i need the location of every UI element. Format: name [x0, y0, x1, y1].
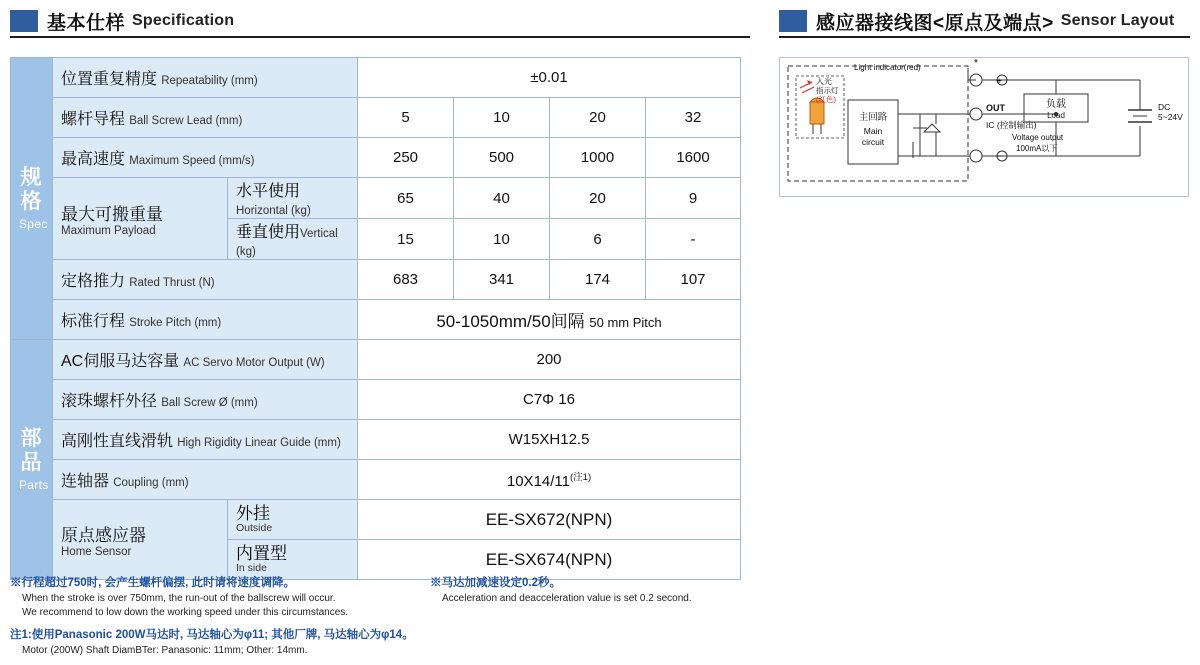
spec-header-bar	[10, 10, 38, 32]
label-light-cn: 入光	[816, 77, 832, 86]
terminal-markers	[952, 68, 982, 162]
spec-header-title-en: Specification	[132, 12, 235, 29]
row-sublabel-horizontal	[228, 178, 358, 219]
row-label-coupling	[53, 460, 358, 500]
cell-motor-value: 200	[358, 340, 741, 380]
cell-thrust-1: 683	[358, 260, 454, 300]
row-sublabel-horizontal-cn: 水平使用	[236, 183, 301, 200]
row-sublabel-inside-en: In side	[236, 562, 267, 575]
cell-home-sensor-inside-value: EE-SX674(NPN)	[358, 540, 741, 580]
table-row	[11, 380, 741, 420]
row-label-thrust-en: Rated Thrust (N)	[129, 277, 215, 289]
footnote-bottom	[10, 627, 610, 658]
row-label-repeatability-cn: 位置重复精度	[61, 71, 158, 88]
side-label-spec-cn: 规格	[20, 165, 43, 213]
spec-header-title-cn: 基本仕样	[47, 12, 126, 34]
cell-vertical-4: -	[646, 219, 741, 260]
cell-horizontal-2: 40	[454, 178, 550, 219]
cell-stroke-value-en: 50 mm Pitch	[589, 315, 662, 330]
label-main-circuit-en2: circuit	[861, 137, 885, 147]
footnote-left	[10, 575, 420, 619]
row-label-guide-en: High Rigidity Linear Guide (mm)	[177, 437, 341, 449]
row-label-motor-cn: AC伺服马达容量	[61, 353, 180, 370]
cell-thrust-4: 107	[646, 260, 741, 300]
cell-repeatability-value: ±0.01	[358, 58, 741, 98]
sensor-wiring-svg	[780, 58, 1188, 196]
footnote-left-en-1: When the stroke is over 750mm, the run-out of the ballscrew will occur.	[22, 593, 336, 605]
footnote-left-cn: ※行程超过750时, 会产生螺杆偏摆, 此时请将速度调降。	[10, 577, 295, 589]
cell-vertical-1: 15	[358, 219, 454, 260]
cell-lead-1: 5	[358, 98, 454, 138]
spec-header-rule	[10, 36, 750, 38]
specification-table	[10, 57, 741, 580]
incoming-light-icon	[800, 80, 814, 93]
sensor-section-header	[779, 8, 1174, 34]
footnote-bottom-en: Motor (200W) Shaft DiamBTer: Panasonic: 11mm; Other: 14mm.	[22, 645, 308, 657]
row-sublabel-inside-cn: 内置型	[236, 543, 287, 563]
table-row	[11, 138, 741, 178]
specification-table-wrapper	[10, 57, 740, 580]
cell-horizontal-3: 20	[550, 178, 646, 219]
row-label-max-speed-cn: 最高速度	[61, 151, 126, 168]
row-sublabel-vertical-en: Vertical (kg)	[236, 228, 338, 258]
row-label-guide-cn: 高刚性直线滑轨	[61, 433, 174, 450]
table-row	[11, 98, 741, 138]
label-load-en: Load	[1047, 111, 1065, 120]
cell-coupling-note: (注1)	[570, 472, 592, 483]
footnote-bottom-cn: 注1:使用Panasonic 200W马达时, 马达轴心为φ11; 其他厂牌, 马达轴心为φ14。	[10, 629, 414, 641]
row-label-repeatability	[53, 58, 358, 98]
transistor-symbols	[898, 114, 960, 158]
polarity-markers	[997, 75, 1007, 161]
cell-lead-2: 10	[454, 98, 550, 138]
row-sublabel-vertical-cn: 垂直使用	[236, 224, 301, 241]
row-sublabel-vertical	[228, 219, 358, 260]
row-label-home-sensor-en: Home Sensor	[61, 546, 132, 558]
cell-max-speed-4: 1600	[646, 138, 741, 178]
label-load-cn: 负载	[1046, 99, 1066, 110]
row-label-payload-cn: 最大可搬重量	[61, 205, 163, 224]
cell-guide-value: W15XH12.5	[358, 420, 741, 460]
row-sublabel-inside	[228, 540, 358, 580]
label-voltage-cn: 100mA以下	[1016, 144, 1058, 153]
row-sublabel-outside-cn: 外挂	[236, 503, 270, 523]
row-sublabel-outside	[228, 500, 358, 540]
label-voltage-en: Voltage output	[1012, 133, 1064, 142]
label-minus: −	[996, 151, 1002, 161]
label-ic: IC (控制输出)	[986, 120, 1037, 130]
row-sublabel-horizontal-en: Horizontal (kg)	[236, 205, 311, 217]
table-row	[11, 300, 741, 340]
cell-thrust-2: 341	[454, 260, 550, 300]
side-label-spec	[11, 58, 53, 340]
label-light-cn2: 指示灯	[816, 86, 839, 95]
row-label-lead-cn: 螺杆导程	[61, 111, 126, 128]
cell-vertical-2: 10	[454, 219, 550, 260]
cell-home-sensor-outside-value: EE-SX672(NPN)	[358, 500, 741, 540]
table-row	[11, 260, 741, 300]
dc-supply-icon	[1128, 80, 1152, 156]
label-star: *	[974, 58, 978, 69]
row-label-home-sensor	[53, 500, 228, 580]
sensor-header-title-cn: 感应器接线图<原点及端点>	[816, 12, 1054, 34]
cell-stroke-value-cn: 50-1050mm/50间隔	[436, 312, 585, 331]
cell-max-speed-2: 500	[454, 138, 550, 178]
cell-stroke-value	[358, 300, 741, 340]
cell-coupling-value	[358, 460, 741, 500]
footnote-right-en: Acceleration and deacceleration value is set 0.2 second.	[442, 593, 692, 605]
sensor-header-bar	[779, 10, 807, 32]
row-label-stroke-cn: 标准行程	[61, 313, 126, 330]
label-light-cn3: (红色)	[816, 95, 836, 104]
cell-coupling-value-text: 10X14/11	[506, 473, 570, 490]
row-sublabel-outside-en: Outside	[236, 522, 273, 535]
table-row	[11, 340, 741, 380]
footnote-right-cn: ※马达加减速设定0.2秒。	[430, 577, 561, 589]
label-dc: DC	[1158, 102, 1171, 112]
table-row	[11, 500, 741, 540]
label-out: OUT	[986, 103, 1005, 113]
row-label-stroke-en: Stroke Pitch (mm)	[129, 317, 222, 329]
side-label-parts-cn: 部品	[20, 426, 43, 474]
row-label-repeatability-en: Repeatability (mm)	[161, 75, 258, 87]
row-label-coupling-en: Coupling (mm)	[113, 477, 189, 489]
row-label-guide	[53, 420, 358, 460]
spec-section-header	[10, 8, 234, 34]
footnote-left-en-2: We recommend to low down the working speed under this circumstances.	[22, 606, 349, 618]
row-label-max-speed	[53, 138, 358, 178]
table-row	[11, 460, 741, 500]
row-label-ballscrew-en: Ball Screw Ø (mm)	[161, 397, 258, 409]
side-label-spec-en: Spec	[19, 217, 48, 232]
row-label-coupling-cn: 连轴器	[61, 473, 110, 490]
cell-max-speed-1: 250	[358, 138, 454, 178]
sensor-wiring-diagram	[779, 57, 1189, 197]
label-main-circuit-en: Main	[863, 126, 883, 136]
row-label-ballscrew	[53, 380, 358, 420]
table-row	[11, 178, 741, 219]
row-label-lead-en: Ball Screw Lead (mm)	[129, 115, 243, 127]
row-label-payload-en: Maximum Payload	[61, 225, 156, 237]
side-label-parts	[11, 340, 53, 580]
label-main-circuit-cn: 主回路	[858, 112, 888, 123]
row-label-payload	[53, 178, 228, 260]
row-label-ballscrew-cn: 滚珠螺杆外径	[61, 393, 158, 410]
cell-horizontal-1: 65	[358, 178, 454, 219]
row-label-thrust	[53, 260, 358, 300]
sensor-header-rule	[779, 36, 1190, 38]
cell-ballscrew-value: C7Φ 16	[358, 380, 741, 420]
row-label-motor-en: AC Servo Motor Output (W)	[183, 357, 325, 369]
table-row	[11, 420, 741, 460]
cell-lead-3: 20	[550, 98, 646, 138]
cell-horizontal-4: 9	[646, 178, 741, 219]
cell-max-speed-3: 1000	[550, 138, 646, 178]
cell-lead-4: 32	[646, 98, 741, 138]
label-plus: +	[996, 76, 1002, 86]
label-dc-value: 5~24V	[1158, 112, 1183, 122]
row-label-motor	[53, 340, 358, 380]
cell-thrust-3: 174	[550, 260, 646, 300]
table-row	[11, 58, 741, 98]
label-light-indicator: Light indicator(red)	[854, 63, 921, 72]
row-label-stroke	[53, 300, 358, 340]
footnote-right	[430, 575, 780, 606]
row-label-lead	[53, 98, 358, 138]
cell-vertical-3: 6	[550, 219, 646, 260]
row-label-thrust-cn: 定格推力	[61, 273, 126, 290]
row-label-home-sensor-cn: 原点感应器	[61, 526, 146, 545]
row-label-max-speed-en: Maximum Speed (mm/s)	[129, 155, 255, 167]
side-label-parts-en: Parts	[19, 478, 49, 493]
sensor-header-title-en: Sensor Layout	[1060, 12, 1175, 29]
